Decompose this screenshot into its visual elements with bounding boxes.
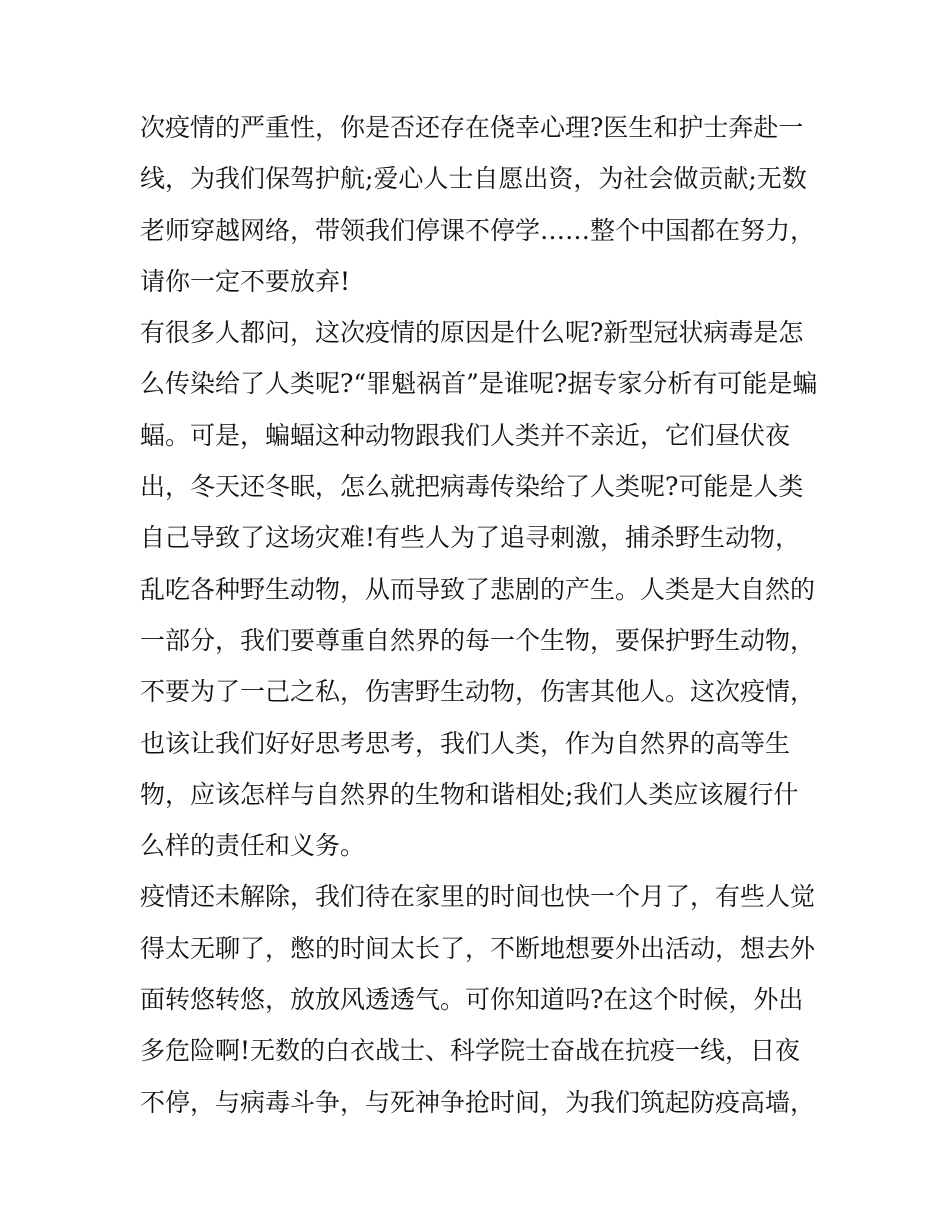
text-line: 老师穿越网络，带领我们停课不停学……整个中国都在努力， [140,215,816,245]
text-line: 疫情还未解除，我们待在家里的时间也快一个月了，有些人觉 [140,882,816,912]
text-line: 线，为我们保驾护航;爱心人士自愿出资，为社会做贡献;无数 [140,164,807,194]
text-line: 一部分，我们要尊重自然界的每一个生物，要保护野生动物， [140,625,816,655]
text-line: 乱吃各种野生动物，从而导致了悲剧的产生。人类是大自然的 [140,574,816,604]
text-line: 有很多人都问，这次疫情的原因是什么呢?新型冠状病毒是怎 [140,318,804,348]
text-line: 不要为了一己之私，伤害野生动物，伤害其他人。这次疫情， [140,677,816,707]
text-line: 多危险啊!无数的白衣战士、科学院士奋战在抗疫一线，日夜 [140,1036,801,1066]
text-line: 么传染给了人类呢?“罪魁祸首”是谁呢?据专家分析有可能是蝙 [140,369,818,399]
text-line: 蝠。可是，蝙蝠这种动物跟我们人类并不亲近，它们昼伏夜 [140,420,791,450]
text-line: 自己导致了这场灾难!有些人为了追寻刺激，捕杀野生动物， [140,523,801,553]
text-line: 次疫情的严重性，你是否还存在侥幸心理?医生和护士奔赴一 [140,113,804,142]
text-line: 面转悠转悠，放放风透透气。可你知道吗?在这个时候，外出 [140,985,804,1015]
body-text [140,102,830,1128]
text-line: 请你一定不要放弃! [140,266,351,296]
text-line: 得太无聊了，憋的时间太长了，不断地想要外出活动，想去外 [140,933,816,963]
text-line: 物，应该怎样与自然界的生物和谐相处;我们人类应该履行什 [140,779,799,809]
text-line: 也该让我们好好思考思考，我们人类，作为自然界的高等生 [140,728,791,758]
text-line: 不停，与病毒斗争，与死神争抢时间，为我们筑起防疫高墙， [140,1087,816,1117]
text-line: 么样的责任和义务。 [140,831,366,861]
text-line: 出，冬天还冬眠，怎么就把病毒传染给了人类呢?可能是人类 [140,472,804,502]
